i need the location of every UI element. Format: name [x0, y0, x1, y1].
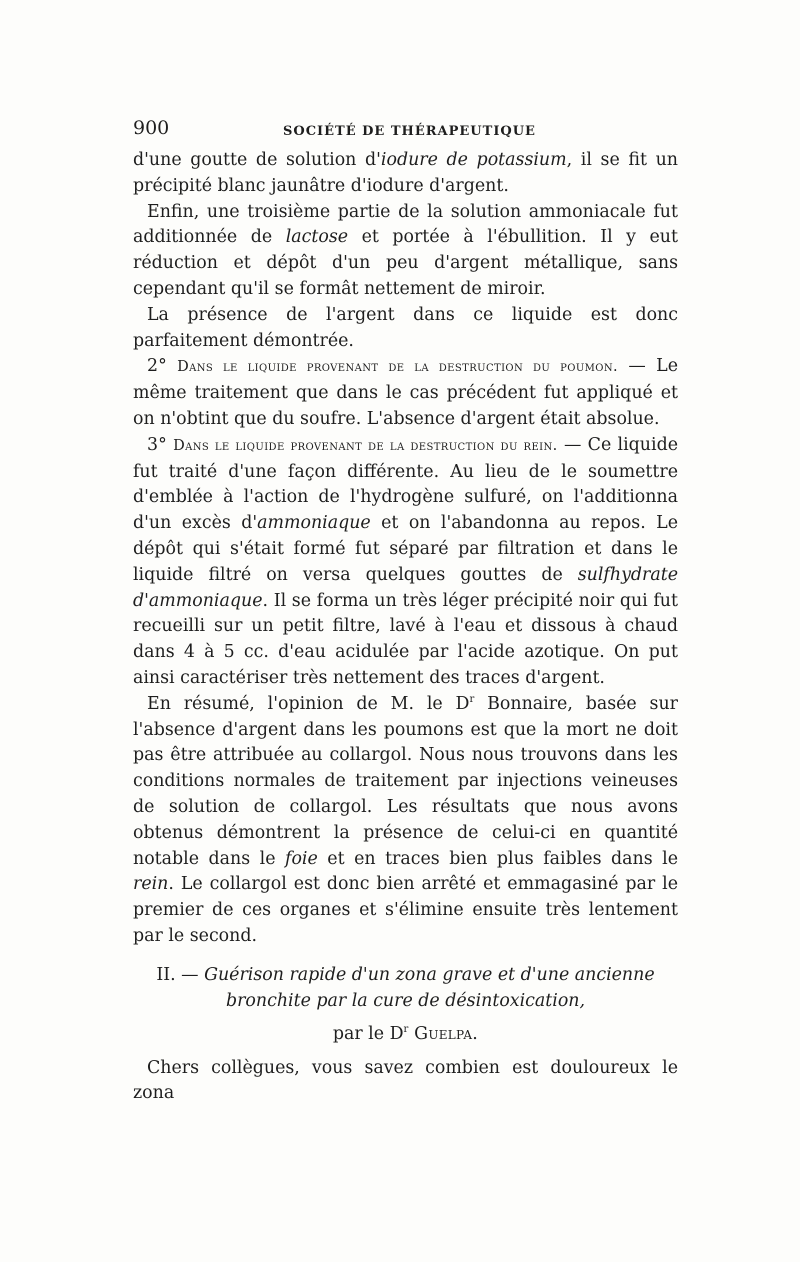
paragraph-3: La présence de l'argent dans ce liquide est donc parfaitement démontrée. [133, 304, 678, 351]
paragraph-4: 2° Dans le liquide provenant de la destruction du poumon. — Le même traitement que dans le cas précédent fut appliqué et on n'obtint que du soufre. L'absence d'argent était absolue. [133, 356, 678, 429]
paragraph-7: Chers collègues, vous savez combien est douloureux le zona [133, 1057, 678, 1104]
author-byline: par le $D^r$ Guelpa. [332, 1023, 479, 1044]
paragraph-6: En résumé, l'opinion de M. le $D^r$ Bonnaire, basée sur l'absence d'argent dans les poumons est que la mort ne doit pas être attribuée au collargol. Nous nous trouvons dans les conditions normales de traitement par injections veineuses de solution de collargol. Les résultats que nous avons obtenus démontrent la présence de celui-ci en quantité notable dans le foie et en traces bien plus faibles dans le rein. Le collargol est donc bien arrêté et emmagasiné par le premier de ces organes et s'élimine ensuite très lentement par le second. [133, 693, 678, 946]
paragraph-1: d'une goutte de solution d'iodure de potassium, il se fit un précipité blanc jaunâtre d'iodure d'argent. [133, 150, 678, 196]
running-title: SOCIÉTÉ DE THÉRAPEUTIQUE [283, 124, 536, 139]
paragraph-2: Enfin, une troisième partie de la solution ammoniacale fut additionnée de lactose et portée à l'ébullition. Il y eut réduction et dépôt d'un peu d'argent métallique, sans cependant qu'il se formât nettement de miroir. [133, 201, 678, 299]
document-page [133, 112, 678, 1107]
running-header [133, 112, 678, 144]
subsection-heading: Dans le liquide provenant de la destruction du rein. [173, 437, 558, 454]
page-number: 900 [133, 117, 170, 139]
paragraph-5: 3° Dans le liquide provenant de la destruction du rein. — Ce liquide fut traité d'une façon différente. Au lieu de le soumettre d'emblée à l'action de l'hydrogène sulfuré, on l'additionna d'un excès d'ammoniaque et on l'abandonna au repos. Le dépôt qui s'était formé fut séparé par filtration et dans le liquide filtré on versa quelques gouttes de sulfhydrate d'ammoniaque. Il se forma un très léger précipité noir qui fut recueilli sur un petit filtre, lavé à l'eau et dissous à chaud dans 4 à 5 cc. d'eau acidulée par l'acide azotique. On put ainsi caractériser très nettement des traces d'argent. [133, 434, 678, 688]
section-title: II. — Guérison rapide d'un zona grave et d'une ancienne bronchite par la cure de désintoxication, [156, 964, 655, 1011]
subsection-heading: Dans le liquide provenant de la destruction du poumon. [177, 359, 619, 376]
